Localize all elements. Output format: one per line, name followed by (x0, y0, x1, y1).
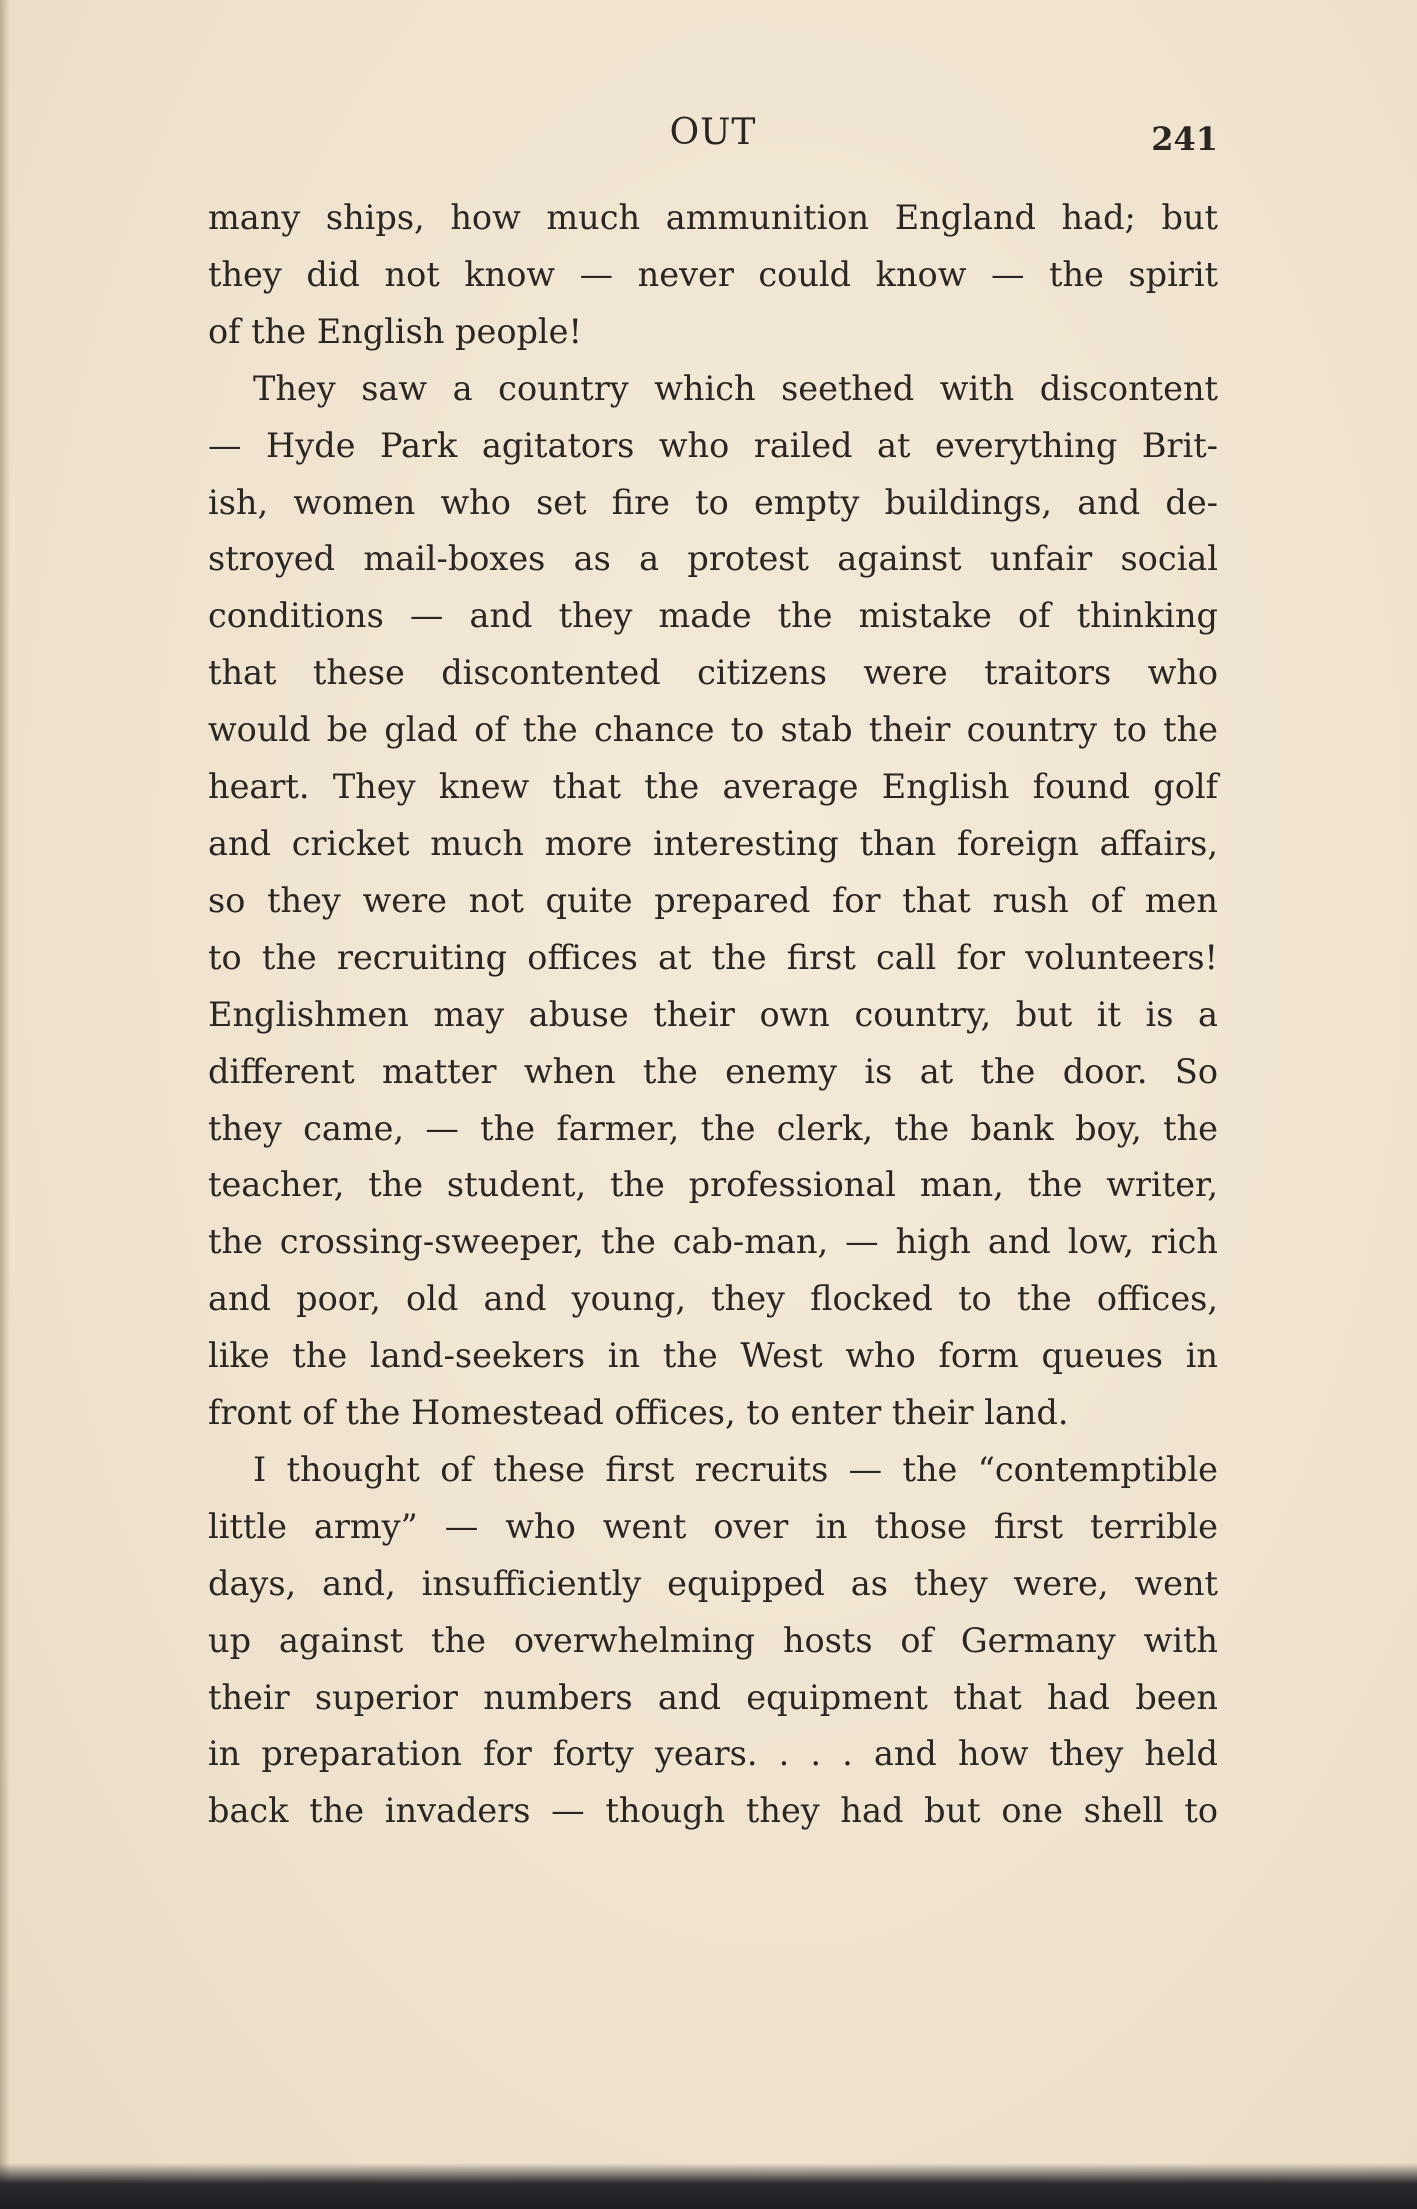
spine-shadow (0, 0, 10, 2209)
text-line: conditions — and they made the mistake of thinking (208, 596, 1218, 636)
text-line: would be glad of the chance to stab their country to the (208, 710, 1218, 750)
text-line: many ships, how much ammunition England had; but (208, 198, 1218, 237)
text-line: days, and, insufficiently equipped as they were, went (208, 1563, 1218, 1603)
text-line: and cricket much more interesting than foreign affairs, (208, 823, 1218, 863)
text-line: teacher, the student, the professional man, the writer, (208, 1165, 1218, 1205)
text-line: that these discontented citizens were traitors who (208, 653, 1218, 693)
text-line: ish, women who set fire to empty buildings, and de- (208, 482, 1218, 522)
text-line: front of the Homestead offices, to enter their land. (208, 1393, 1069, 1433)
text-line: Englishmen may abuse their own country, but it is a (208, 994, 1218, 1034)
text-line: the crossing-sweeper, the cab-man, — high and low, rich (208, 1222, 1218, 1262)
text-line: stroyed mail-boxes as a protest against unfair social (208, 539, 1218, 579)
text-line: of the English people! (208, 311, 582, 351)
text-line: and poor, old and young, they flocked to the offices, (208, 1279, 1218, 1319)
text-line: up against the overwhelming hosts of Germany with (208, 1620, 1218, 1660)
text-line: to the recruiting offices at the first call for volunteers! (208, 937, 1218, 977)
text-line: like the land-seekers in the West who form queues in (208, 1336, 1218, 1376)
text-line: — Hyde Park agitators who railed at everything Brit- (208, 425, 1218, 465)
text-line: so they were not quite prepared for that rush of men (208, 880, 1218, 920)
text-line: back the invaders — though they had but one shell to (208, 1791, 1218, 1831)
text-line: heart. They knew that the average English found golf (208, 767, 1218, 807)
page-bottom-edge (0, 2163, 1417, 2209)
text-line: they did not know — never could know — the spirit (208, 254, 1218, 294)
text-line: I thought of these first recruits — the “contemptible (253, 1449, 1218, 1489)
text-line: They saw a country which seethed with discontent (253, 368, 1218, 408)
running-head: OUT (669, 112, 757, 153)
text-line: they came, — the farmer, the clerk, the bank boy, the (208, 1108, 1218, 1148)
text-line: their superior numbers and equipment that had been (208, 1677, 1218, 1717)
text-line: different matter when the enemy is at the door. So (208, 1051, 1218, 1091)
page-header (208, 112, 1218, 162)
body-text (208, 190, 1218, 1840)
text-line: little army” — who went over in those first terrible (208, 1506, 1218, 1546)
text-line: in preparation for forty years. . . . and how they held (208, 1734, 1218, 1774)
page-number: 241 (1151, 120, 1218, 158)
